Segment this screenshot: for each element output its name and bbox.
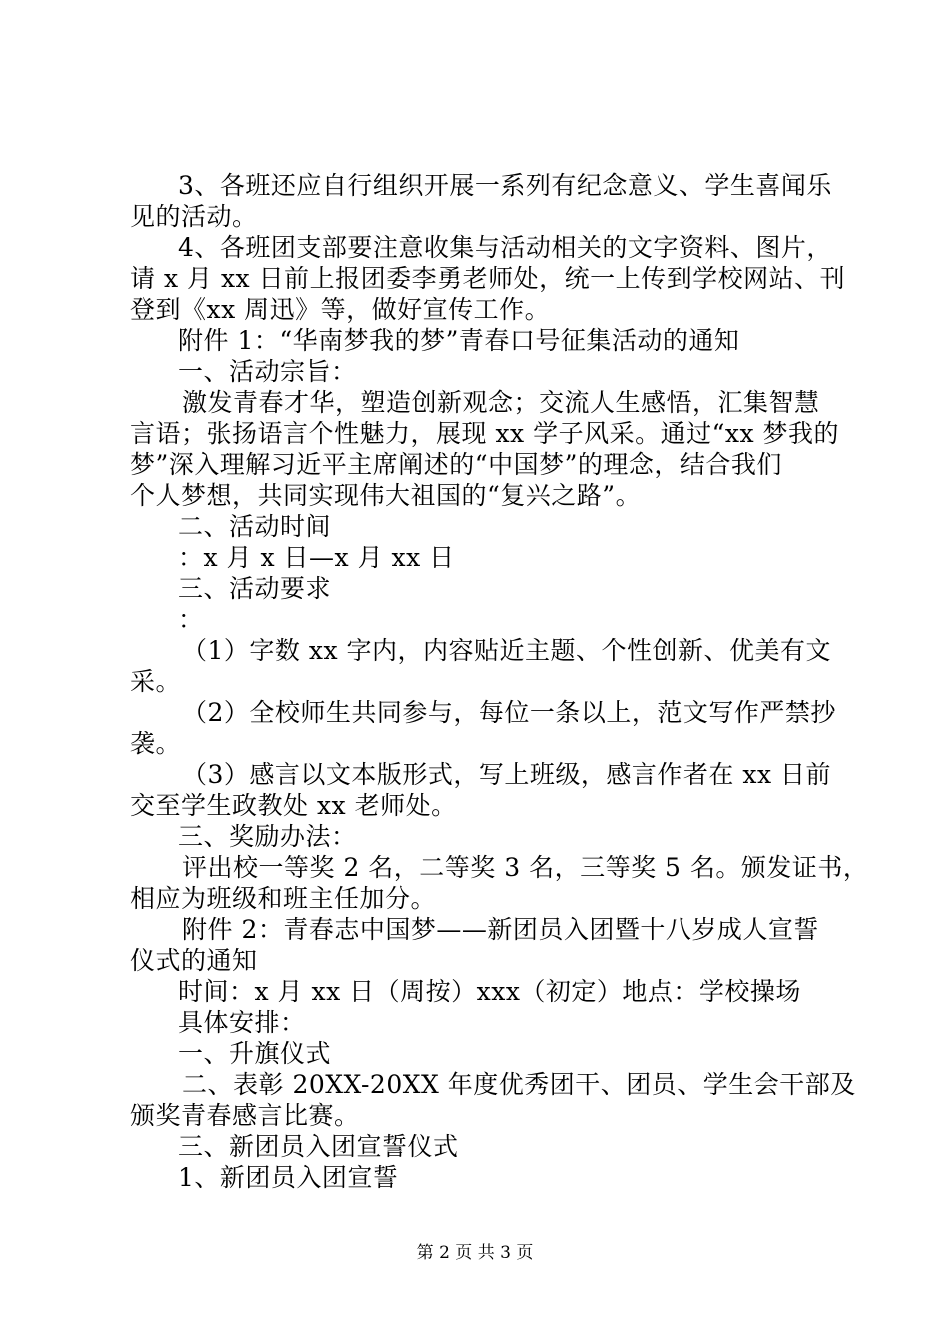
text-line: 附件 1：“华南梦我的梦”青春口号征集活动的通知 <box>178 326 740 355</box>
text-line: （2）全校师生共同参与，每位一条以上，范文写作严禁抄 <box>182 698 836 727</box>
text-line: 激发青春才华，塑造创新观念；交流人生感悟，汇集智慧 <box>182 388 820 417</box>
text-line: ： <box>178 605 204 634</box>
text-line: 一、升旗仪式 <box>178 1039 332 1068</box>
text-line: 一、活动宗旨： <box>178 357 357 386</box>
text-line: 采。 <box>130 667 182 696</box>
text-line: （3）感言以文本版形式，写上班级，感言作者在 xx 日前 <box>182 760 831 789</box>
document-body <box>130 170 869 1193</box>
text-line: 见的活动。 <box>130 202 258 231</box>
text-line: 颁奖青春感言比赛。 <box>130 1101 360 1130</box>
text-line: 个人梦想，共同实现伟大祖国的“复兴之路”。 <box>130 481 642 510</box>
text-line: 具体安排： <box>178 1008 306 1037</box>
text-line: 1、新团员入团宣誓 <box>178 1163 399 1192</box>
text-line: 时间：x 月 xx 日（周按）xxx（初定）地点：学校操场 <box>178 977 801 1006</box>
text-line: 请 x 月 xx 日前上报团委李勇老师处，统一上传到学校网站、刊 <box>130 264 846 293</box>
text-line: 二、表彰 20XX-20XX 年度优秀团干、团员、学生会干部及 <box>182 1070 856 1099</box>
text-line: 三、新团员入团宣誓仪式 <box>178 1132 459 1161</box>
text-line: 相应为班级和班主任加分。 <box>130 884 437 913</box>
text-line: 二、活动时间 <box>178 512 332 541</box>
text-line: 评出校一等奖 2 名，二等奖 3 名，三等奖 5 名。颁发证书， <box>182 853 869 882</box>
text-line: 三、活动要求 <box>178 574 332 603</box>
text-line: 三、奖励办法： <box>178 822 357 851</box>
text-line: 袭。 <box>130 729 182 758</box>
text-line: 登到《xx 周迅》等，做好宣传工作。 <box>130 295 551 324</box>
text-line: 3、各班还应自行组织开展一系列有纪念意义、学生喜闻乐 <box>178 171 832 200</box>
text-line: 仪式的通知 <box>130 946 258 975</box>
text-line: 交至学生政教处 xx 老师处。 <box>130 791 457 820</box>
text-line: 梦”深入理解习近平主席阐述的“中国梦”的理念，结合我们 <box>130 450 782 479</box>
page-number-footer: 第 2 页 共 3 页 <box>416 1243 534 1263</box>
text-line: 言语；张扬语言个性魅力，展现 xx 学子风采。通过“xx 梦我的 <box>130 419 840 448</box>
text-line: 4、各班团支部要注意收集与活动相关的文字资料、图片， <box>178 233 832 262</box>
text-line: （1）字数 xx 字内，内容贴近主题、个性创新、优美有文 <box>182 636 831 665</box>
text-line: 附件 2：青春志中国梦——新团员入团暨十八岁成人宣誓 <box>182 915 819 944</box>
text-line: ：x 月 x 日—x 月 xx 日 <box>178 543 455 572</box>
